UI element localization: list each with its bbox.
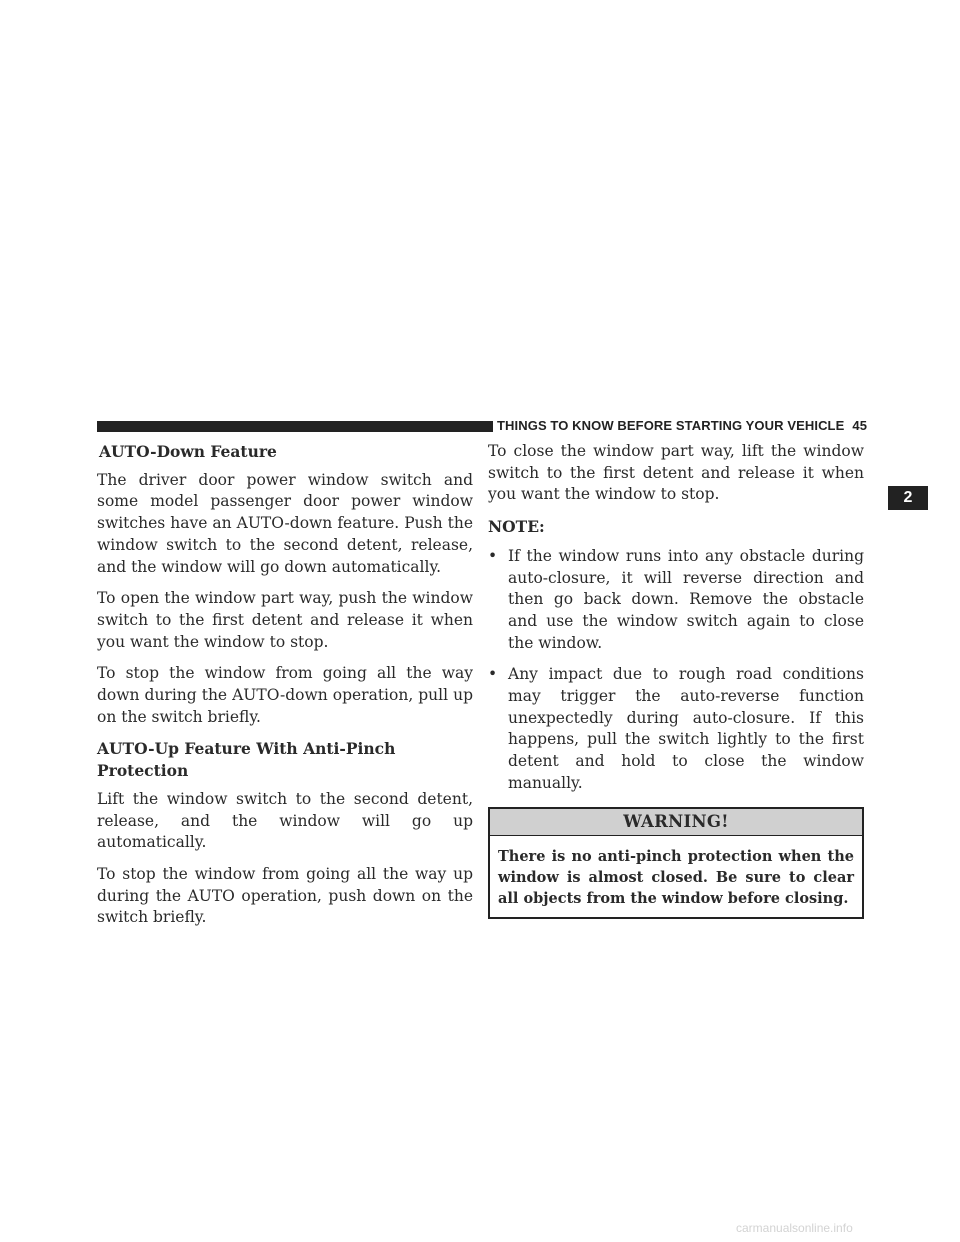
bullet-icon: • [488, 665, 498, 684]
paragraph: To close the window part way, lift the window switch to the first detent and release it when you want the window to stop. [488, 442, 864, 504]
paragraph: To stop the window from going all the way up during the AUTO operation, push down on the switch briefly. [97, 864, 473, 927]
list-item-text: If the window runs into any obstacle during auto-closure, it will reverse direction and then go back down. Remove the obstacle and use the window switch again to close the window. [508, 546, 864, 652]
paragraph: The driver door power window switch and some model passenger door power window switches have an AUTO-down feature. Push the window switch to the second detent, release, and the window will go down automatically. [97, 470, 473, 576]
page-number: 45 [852, 418, 868, 433]
heading-auto-up: AUTO-Up Feature With Anti-Pinch Protection [97, 739, 396, 781]
header-rule [97, 421, 493, 432]
running-header [497, 418, 867, 433]
chapter-tab: 2 [888, 486, 928, 510]
paragraph: Lift the window switch to the second detent, release, and the window will go up automatically. [97, 789, 473, 852]
paragraph: To open the window part way, push the window switch to the first detent and release it when you want the window to stop. [97, 589, 473, 651]
list-item [488, 546, 864, 655]
heading-auto-down: AUTO-Down Feature [99, 442, 277, 461]
header-title: THINGS TO KNOW BEFORE STARTING YOUR VEHICLE [497, 418, 845, 433]
list-item [488, 664, 864, 794]
watermark: carmanualsonline.info [736, 1221, 853, 1235]
warning-box [488, 807, 864, 920]
note-label: NOTE: [488, 517, 545, 537]
bullet-icon: • [488, 546, 498, 565]
warning-title: WARNING! [490, 809, 862, 837]
left-column [97, 441, 473, 939]
list-item-text: Any impact due to rough road conditions may trigger the auto-reverse function unexpectedly during auto-closure. If this happens, pull the switch lightly to the first detent and hold to close the window manually. [508, 665, 864, 792]
warning-text: There is no anti-pinch protection when the window is almost closed. Be sure to clear all objects from the window before closing. [498, 848, 854, 908]
right-column [488, 441, 864, 919]
paragraph: To stop the window from going all the way down during the AUTO-down operation, pull up on the switch briefly. [97, 664, 473, 726]
note-list [488, 546, 864, 795]
